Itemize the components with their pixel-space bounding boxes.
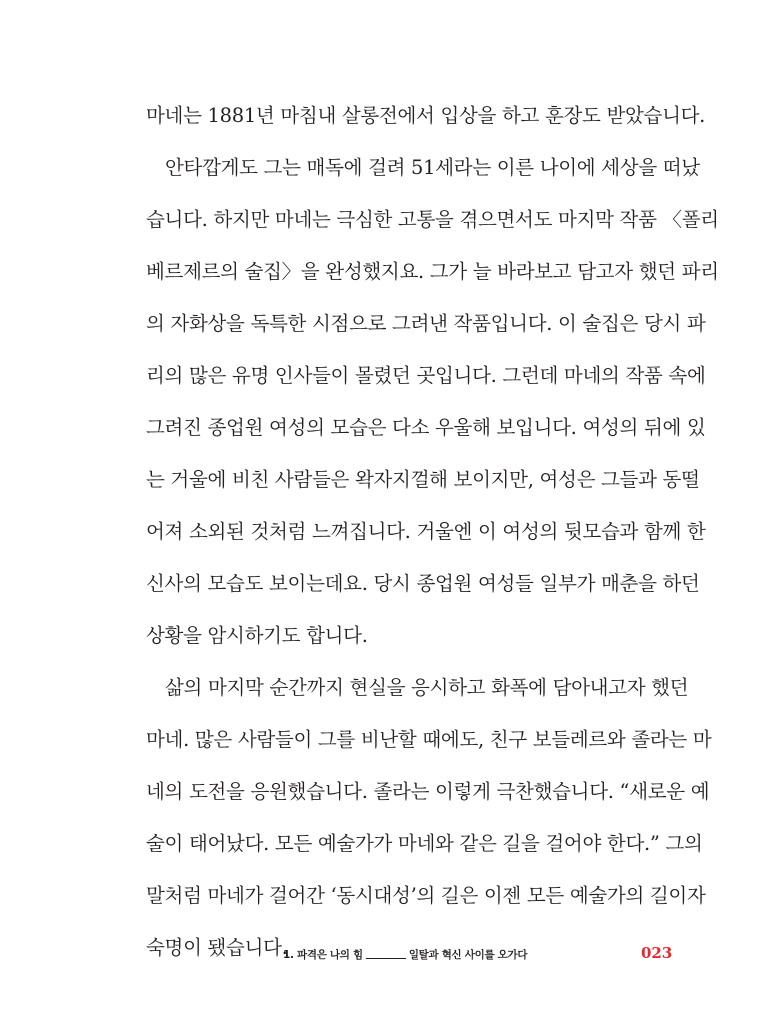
text-line: 의 자화상을 독특한 시점으로 그려낸 작품입니다. 이 술집은 당시 파 (146, 312, 706, 335)
text-line: 마네는 1881년 마침내 살롱전에서 입상을 하고 훈장도 받았습니다. (146, 104, 706, 127)
title-separator (366, 958, 406, 959)
text-line: 네의 도전을 응원했습니다. 졸라는 이렇게 극찬했습니다. “새로운 예 (146, 780, 710, 803)
page-footer (0, 945, 768, 969)
text-line: 안타깝게도 그는 매독에 걸려 51세라는 이른 나이에 세상을 떠났 (165, 156, 700, 179)
text-line: 어져 소외된 것처럼 느껴집니다. 거울엔 이 여성의 뒷모습과 함께 한 (146, 520, 706, 543)
text-line: 말처럼 마네가 걸어간 ‘동시대성’의 길은 이젠 모든 예술가의 길이자 (146, 884, 706, 907)
text-line: 습니다. 하지만 마네는 극심한 고통을 겪으면서도 마지막 작품 〈폴리 (146, 208, 719, 231)
page-number: 023 (641, 944, 673, 962)
text-line: 삶의 마지막 순간까지 현실을 응시하고 화폭에 담아내고자 했던 (165, 676, 689, 699)
text-line: 베르제르의 술집〉을 완성했지요. 그가 늘 바라보고 담고자 했던 파리 (146, 260, 719, 283)
text-line: 술이 태어났다. 모든 예술가가 마네와 같은 길을 걸어야 한다.” 그의 (146, 832, 703, 855)
text-line: 숙명이 됐습니다. (146, 936, 288, 959)
running-head (283, 947, 527, 962)
text-line: 리의 많은 유명 인사들이 몰렸던 곳입니다. 그런데 마네의 작품 속에 (146, 364, 706, 387)
text-line: 신사의 모습도 보이는데요. 당시 종업원 여성들 일부가 매춘을 하던 (146, 572, 700, 595)
text-line: 는 거울에 비친 사람들은 왁자지껄해 보이지만, 여성은 그들과 동떨 (146, 468, 700, 491)
text-line: 그려진 종업원 여성의 모습은 다소 우울해 보입니다. 여성의 뒤에 있 (146, 416, 706, 439)
text-line: 상황을 암시하기도 합니다. (146, 624, 368, 647)
chapter-title: 1. 파격은 나의 힘 (283, 949, 363, 961)
text-line: 마네. 많은 사람들이 그를 비난할 때에도, 친구 보들레르와 졸라는 마 (146, 728, 712, 751)
chapter-subtitle: 일탈과 혁신 사이를 오가다 (408, 949, 528, 961)
body-text (146, 90, 719, 974)
